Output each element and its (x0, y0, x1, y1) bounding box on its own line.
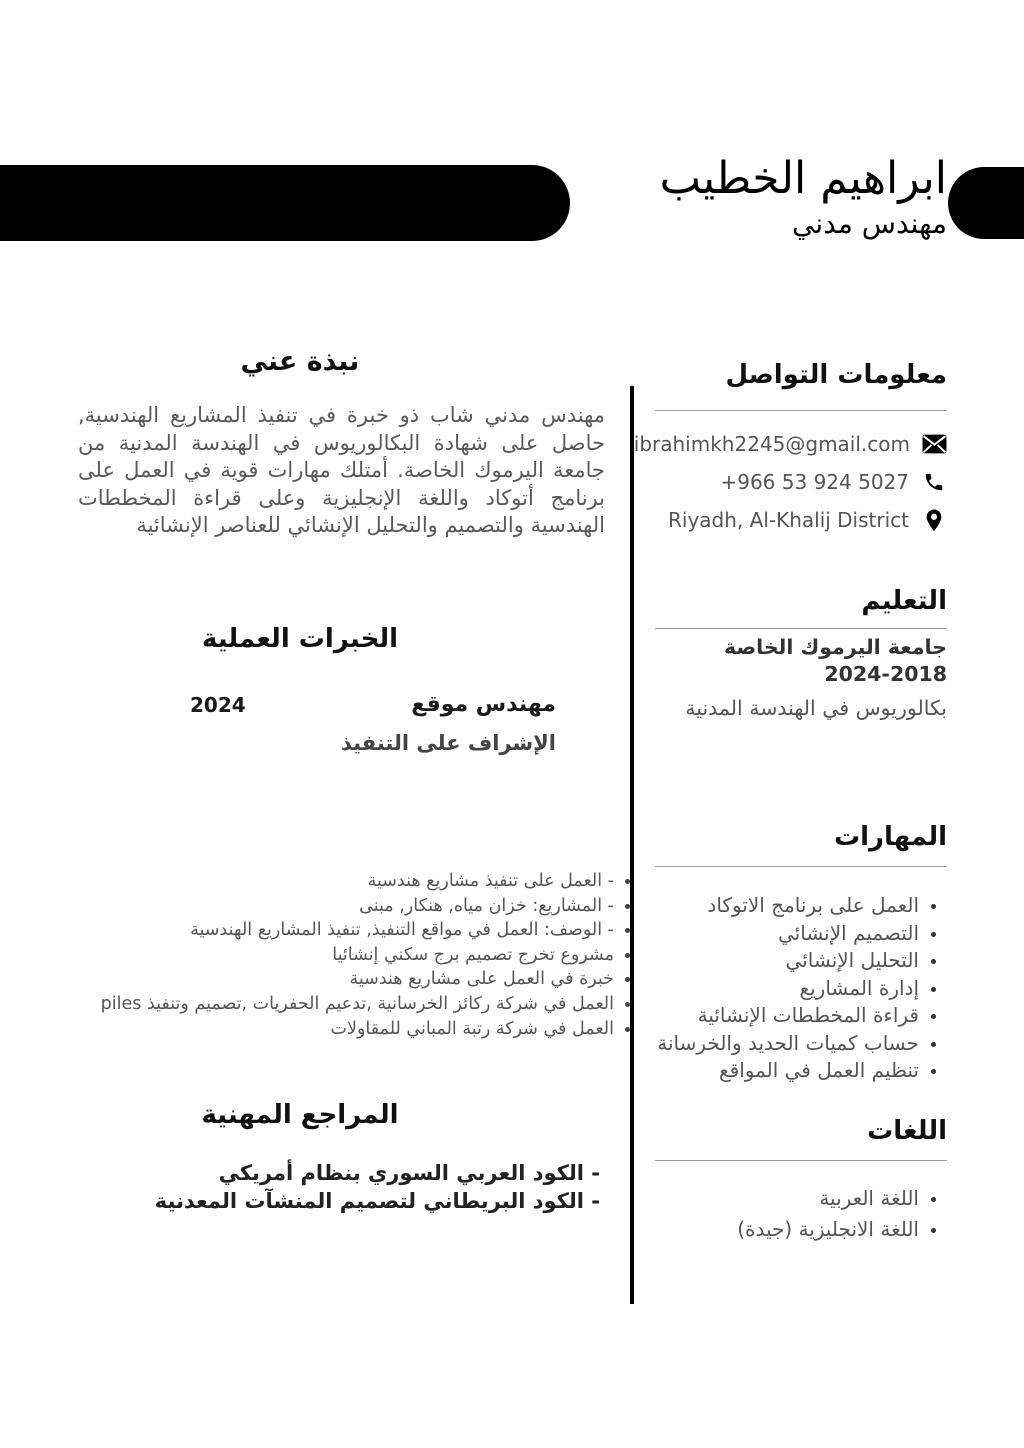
experience-bullet: • خبرة في العمل على مشاريع هندسية (0, 967, 614, 992)
education-school: جامعة اليرموك الخاصة 2018-2024 (723, 635, 947, 686)
experience-subtitle: الإشراف على التنفيذ (341, 731, 556, 755)
skills-heading: المهارات (833, 822, 947, 852)
about-text: مهندس مدني شاب ذو خبرة في تنفيذ المشاريع الهندسية, حاصل على شهادة البكالوريوس في الهندسة المدنية من جامعة اليرموك الخاصة. أمتلك مهارات قوية في العمل على برنامج أتوكاد واللغة الإنجليزية وعلى قراءة المخططات الهندسية والتصميم والتحليل الإنشائي للعناصر الإنشائية (78, 403, 605, 538)
header-banner-right-tab (948, 167, 1024, 239)
experience-job-row (190, 692, 556, 717)
contact-section (633, 360, 947, 539)
skills-section (655, 822, 947, 1085)
references-list (0, 1160, 600, 1215)
references-heading: المراجع المهنية (201, 1100, 399, 1130)
skill-item: • التصميم الإنشائي (655, 920, 919, 948)
contact-heading: معلومات التواصل (725, 360, 947, 390)
experience-date: 2024 (190, 692, 246, 717)
reference-item: - الكود البريطاني لتصميم المنشآت المعدنية (154, 1188, 600, 1213)
languages-list (655, 1183, 919, 1245)
experience-bullet: • - الوصف: العمل في مواقع التنفيذ, تنفيذ المشاريع الهندسية (0, 918, 614, 943)
experience-bullet: • العمل في شركة رتبة المباني للمقاولات (0, 1017, 614, 1042)
experience-bullets (0, 869, 628, 1041)
skill-item: • العمل على برنامج الاتوكاد (655, 892, 919, 920)
contact-location-text: Riyadh, Al-Khalij District (668, 508, 909, 532)
person-job-title: مهندس مدني (792, 207, 947, 241)
location-icon (921, 508, 947, 532)
email-icon (922, 432, 947, 456)
education-underline (655, 628, 947, 629)
contact-phone-row (655, 463, 947, 501)
experience-heading: الخبرات العملية (201, 624, 399, 654)
languages-underline (655, 1160, 947, 1161)
experience-bullet: • - العمل على تنفيذ مشاريع هندسية (0, 869, 614, 894)
phone-icon (921, 470, 947, 494)
language-item: • اللغة الانجليزية (جيدة) (655, 1214, 919, 1245)
experience-bullet: • - المشاريع: خزان مياه, هنكار, مبنى (0, 894, 614, 919)
education-degree: بكالوريوس في الهندسة المدنية (685, 696, 947, 720)
person-name: ابراهيم الخطيب (659, 153, 947, 204)
skill-item: • التحليل الإنشائي (655, 947, 919, 975)
header-name-block (659, 150, 947, 241)
skills-underline (655, 866, 947, 867)
experience-bullet: • مشروع تخرج تصميم برج سكني إنشائيا (0, 943, 614, 968)
education-heading: التعليم (861, 586, 947, 616)
skills-list (655, 892, 919, 1085)
education-section (655, 586, 947, 722)
skill-item: • حساب كميات الحديد والخرسانة (655, 1030, 919, 1058)
languages-heading: اللغات (867, 1116, 947, 1146)
skill-item: • إدارة المشاريع (655, 975, 919, 1003)
language-item: • اللغة العربية (655, 1183, 919, 1214)
skill-item: • قراءة المخططات الإنشائية (655, 1002, 919, 1030)
experience-job-title: مهندس موقع (411, 692, 556, 717)
contact-underline (655, 410, 947, 411)
contact-email-row (633, 425, 947, 463)
experience-bullet: • العمل في شركة ركائز الخرسانية ,تدعيم الحفريات ,تصميم وتنفيذ piles (0, 992, 614, 1017)
contact-email-text: ibrahimkh2245@gmail.com (633, 432, 910, 456)
contact-phone-text: +966 53 924 5027 (720, 470, 909, 494)
reference-item: - الكود العربي السوري بنظام أمريكي (218, 1161, 600, 1185)
skill-item: • تنظيم العمل في المواقع (655, 1057, 919, 1085)
languages-section (655, 1116, 947, 1245)
contact-location-row (655, 501, 947, 539)
contact-rows (633, 425, 947, 539)
about-heading: نبذة عني (240, 346, 360, 377)
